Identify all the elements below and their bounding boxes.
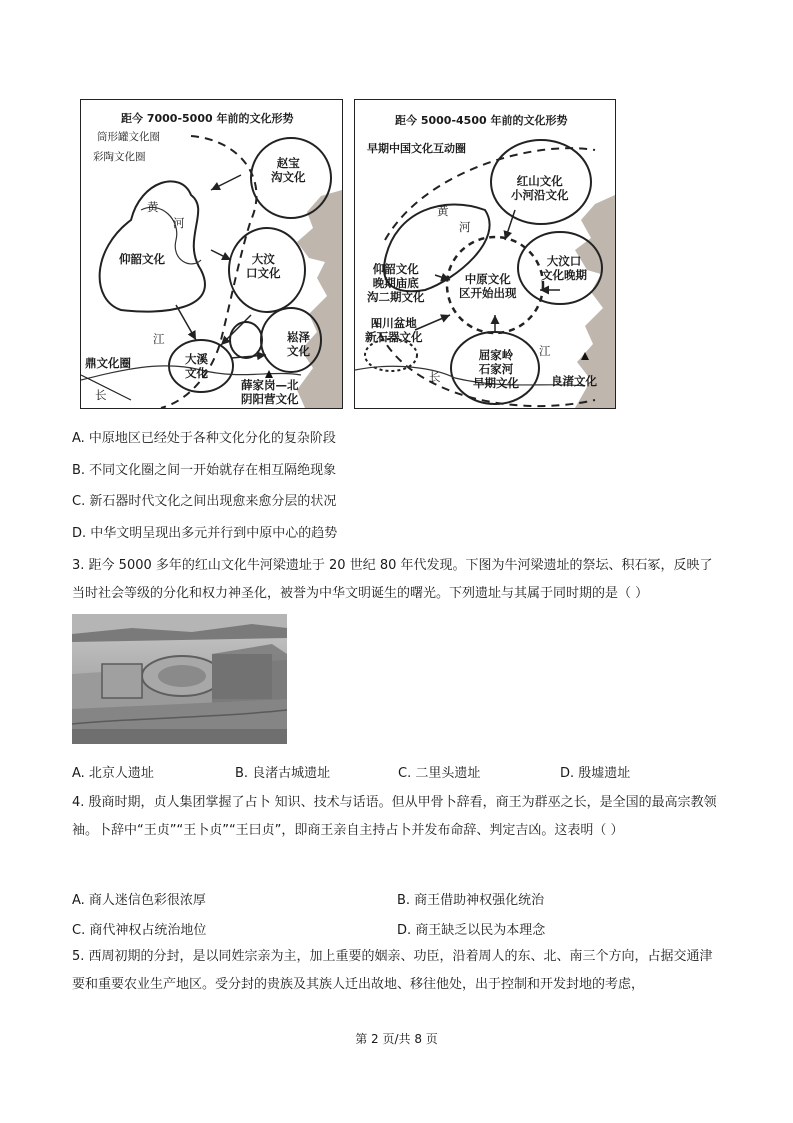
- q2-option-d: D. 中华文明呈现出多元并行到中原中心的趋势: [72, 526, 338, 541]
- label-yangshao-late: 仰韶文化 晚期庙底 沟二期文化: [367, 262, 425, 304]
- label-caitao: 彩陶文化圈: [93, 151, 146, 163]
- label-huang-r: 黄: [437, 204, 449, 218]
- label-hongshan: 红山文化 小河沿文化: [511, 174, 569, 202]
- q3-option-a: A. 北京人遗址: [72, 766, 154, 781]
- map-right-title: 距今 5000-4500 年前的文化形势: [395, 114, 568, 127]
- niuheliang-photo-drawing: [72, 614, 287, 744]
- q4-option-b: B. 商王借助神权强化统治: [397, 893, 545, 908]
- q3-stem: 3. 距今 5000 多年的红山文化牛河梁遗址于 20 世纪 80 年代发现。下图为牛河梁遗址的祭坛、积石冢，反映了当时社会等级的分化和权力神圣化，被誉为中华文明诞生的曙光。下列遗址与其属于同时期的是（ ）: [72, 558, 713, 601]
- label-songze: 崧泽 文化: [287, 330, 310, 358]
- label-qujialing: 屈家岭 石家河 早期文化: [473, 348, 519, 390]
- label-daxi: 大溪 文化: [185, 352, 208, 380]
- label-dawenkou-late: 大汶口 文化晚期: [541, 254, 587, 282]
- label-jiang: 江: [153, 332, 165, 346]
- map-left: [80, 99, 343, 409]
- label-xuejiagang: 薛家岗—北 阴阳营文化: [241, 378, 299, 406]
- label-liangzhu: 良渚文化: [551, 374, 597, 388]
- label-dawenkou: 大汶 口文化: [246, 252, 281, 280]
- q2-option-a: A. 中原地区已经处于各种文化分化的复杂阶段: [72, 431, 336, 446]
- page-footer: 第 2 页/共 8 页: [355, 1032, 438, 1046]
- q3-option-b: B. 良渚古城遗址: [235, 766, 331, 781]
- label-ding: 鼎文化圈: [85, 356, 131, 370]
- label-chang-r: 长: [429, 370, 441, 384]
- label-zhaobao: 赵宝 沟文化: [271, 156, 306, 184]
- label-zhongyuan: 中原文化 区开始出现: [459, 272, 517, 300]
- niuheliang-photo: [72, 614, 287, 744]
- q4-option-d: D. 商王缺乏以民为本理念: [397, 923, 546, 938]
- label-huang: 黄: [147, 200, 159, 214]
- map-right: [354, 99, 616, 409]
- q2-option-c: C. 新石器时代文化之间出现愈来愈分层的状况: [72, 494, 337, 509]
- q2-option-b: B. 不同文化圈之间一开始就存在相互隔绝现象: [72, 463, 337, 478]
- label-tongxing: 筒形罐文化圈: [97, 131, 160, 143]
- map-left-title: 距今 7000-5000 年前的文化形势: [121, 112, 294, 125]
- label-he-r: 河: [459, 220, 471, 234]
- q4-option-a: A. 商人迷信色彩很浓厚: [72, 893, 206, 908]
- q3-option-d: D. 殷墟遗址: [560, 766, 631, 781]
- label-he: 河: [173, 216, 185, 230]
- label-yangshao: 仰韶文化: [119, 252, 165, 266]
- q4-stem: 4. 殷商时期，贞人集团掌握了占卜 知识、技术与话语。但从甲骨卜辞看，商王为群巫之长，是全国的最高宗教领袖。卜辞中“王贞”“王卜贞”“王曰贞”，即商王亲自主持占卜并发布命辞、判定吉凶。这表明（ ）: [72, 795, 717, 838]
- label-jiang-r: 江: [539, 344, 551, 358]
- q3-option-c: C. 二里头遗址: [398, 766, 481, 781]
- label-hudong: 早期中国文化互动圈: [367, 142, 466, 155]
- label-chang: 长: [95, 388, 107, 402]
- q4-option-c: C. 商代神权占统治地位: [72, 923, 207, 938]
- q5-stem: 5. 西周初期的分封，是以同姓宗亲为主，加上重要的姻亲、功臣，沿着周人的东、北、南三个方向，占据交通津要和重要农业生产地区。受分封的贵族及其族人迁出故地、移往他处，出于控制和开发封地的考虑，: [72, 949, 713, 992]
- label-sichuan: 四川盆地 新石器文化: [365, 316, 423, 344]
